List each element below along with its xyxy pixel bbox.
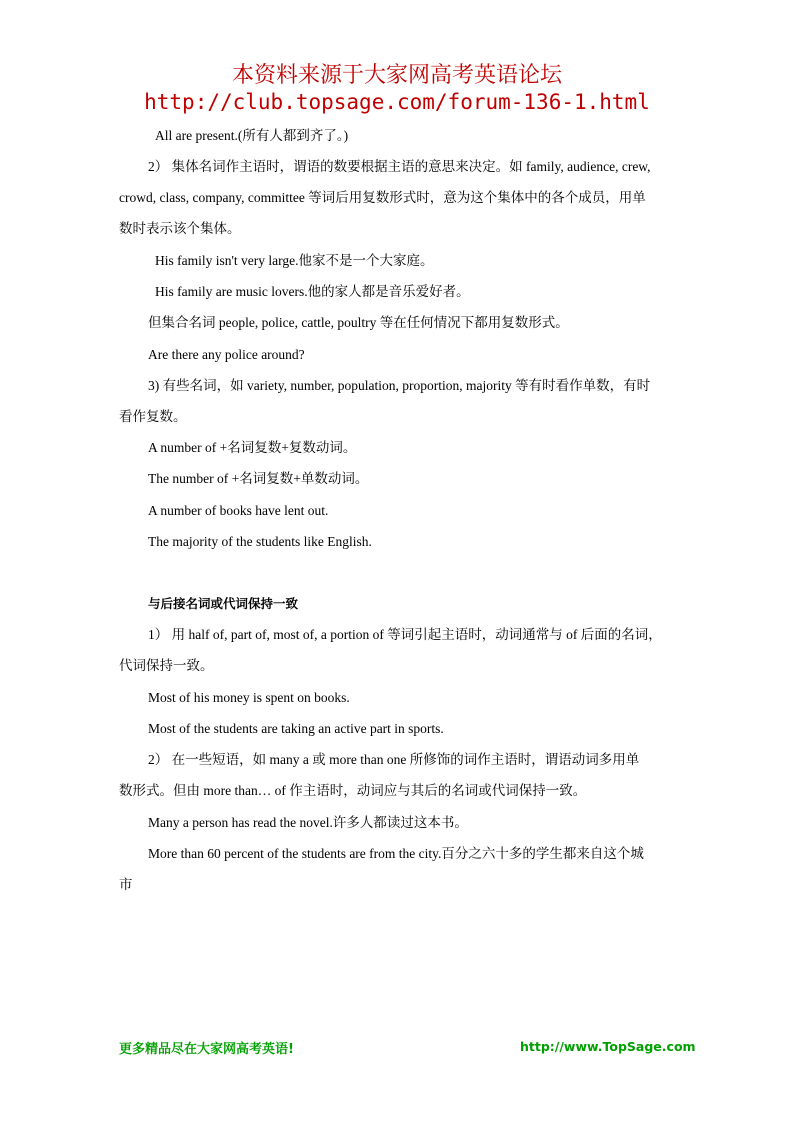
text-line: 但集合名词 people, police, cattle, poultry 等在任何情况下都用复数形式。 [148,315,569,330]
text-line: All are present.(所有人都到齐了。) [155,128,349,143]
footer-promo: 更多精品尽在大家网高考英语! [119,1042,294,1057]
text-line: 数形式。但由 more than… of 作主语时，动词应与其后的名词或代词保持一致。 [119,783,587,798]
text-line: 看作复数。 [119,409,187,424]
text-line: 2） 集体名词作主语时，谓语的数要根据主语的意思来决定。如 family, audience, crew, [148,159,651,174]
text-line: 3) 有些名词，如 variety, number, population, proportion, majority 等有时看作单数，有时 [148,378,651,393]
header-url[interactable]: http://club.topsage.com/forum-136-1.html [144,90,650,114]
example-sentence: His family are music lovers.他的家人都是音乐爱好者。 [155,284,470,299]
example-sentence: The majority of the students like English. [148,534,372,549]
example-sentence: His family isn't very large.他家不是一个大家庭。 [155,253,434,268]
text-line: The number of +名词复数+单数动词。 [148,471,369,486]
example-sentence: Many a person has read the novel.许多人都读过这本书。 [148,815,468,830]
text-line: 数时表示该个集体。 [119,221,241,236]
section-heading: 与后接名词或代词保持一致 [148,596,299,611]
header-title: 本资料来源于大家网高考英语论坛 [231,63,562,88]
example-sentence: Most of the students are taking an active part in sports. [148,721,444,736]
text-line: 1） 用 half of, part of, most of, a portion of 等词引起主语时，动词通常与 of 后面的名词， [148,627,662,642]
example-sentence: More than 60 percent of the students are from the city.百分之六十多的学生都来自这个城 [148,846,644,861]
text-line: 市 [119,877,133,892]
text-line: 2） 在一些短语，如 many a 或 more than one 所修饰的词作主语时，谓语动词多用单 [148,752,640,767]
text-line: A number of +名词复数+复数动词。 [148,440,357,455]
footer-link[interactable]: http://www.TopSage.com [520,1039,696,1054]
example-sentence: A number of books have lent out. [148,503,329,518]
example-sentence: Most of his money is spent on books. [148,690,350,705]
text-line: 代词保持一致。 [119,658,214,673]
example-sentence: Are there any police around? [148,347,305,362]
text-line: crowd, class, company, committee 等词后用复数形式时，意为这个集体中的各个成员，用单 [119,190,646,205]
